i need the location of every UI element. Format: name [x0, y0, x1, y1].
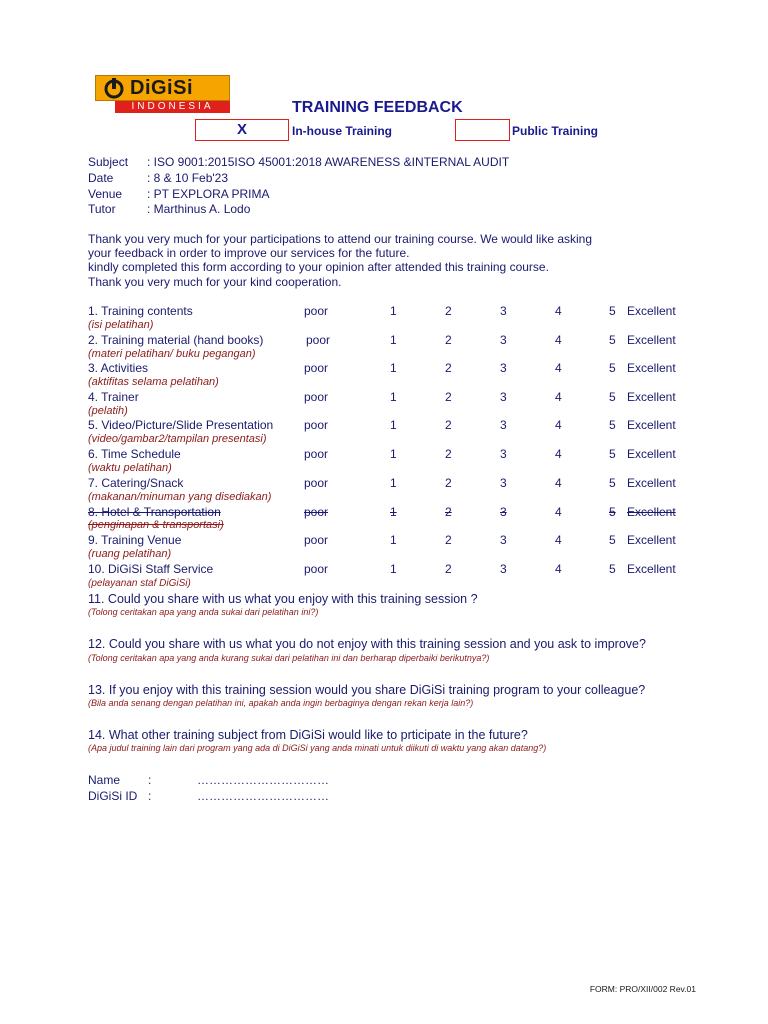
scale-5[interactable]: 5: [609, 533, 616, 547]
scale-poor[interactable]: poor: [304, 361, 329, 375]
intro-line: your feedback in order to improve our services for the future.: [88, 246, 410, 261]
scale-excellent[interactable]: Excellent: [627, 361, 676, 375]
scale-excellent[interactable]: Excellent: [627, 304, 676, 318]
scale-4[interactable]: 4: [555, 447, 562, 461]
scale-3[interactable]: 3: [500, 418, 507, 432]
scale-2[interactable]: 2: [445, 476, 452, 490]
scale-poor[interactable]: poor: [304, 533, 329, 547]
name-field[interactable]: ……………………………: [197, 773, 329, 787]
intro-line: Thank you very much for your participations to attend our training course. We would like asking: [88, 232, 593, 246]
rating-question: 4. Trainer: [88, 390, 139, 404]
scale-excellent[interactable]: Excellent: [627, 562, 676, 576]
scale-3: 3: [500, 505, 507, 519]
rating-question: 9. Training Venue: [88, 533, 182, 547]
scale-2: 2: [445, 505, 452, 519]
scale-5[interactable]: 5: [609, 361, 616, 375]
scale-2[interactable]: 2: [445, 333, 452, 347]
scale-poor[interactable]: poor: [304, 390, 329, 404]
logo-top-band: [95, 75, 230, 101]
inhouse-checkbox[interactable]: X: [195, 119, 289, 141]
public-checkbox[interactable]: [455, 119, 510, 141]
rating-translation: (pelatih): [88, 405, 128, 417]
scale-5: 5: [609, 505, 616, 519]
scale-poor[interactable]: poor: [304, 447, 329, 461]
open-question: 11. Could you share with us what you enjoy with this training session ?: [88, 592, 478, 606]
scale-excellent: Excellent: [627, 505, 676, 519]
rating-translation: (aktifitas selama pelatihan): [88, 376, 219, 388]
scale-1[interactable]: 1: [390, 476, 397, 490]
scale-1[interactable]: 1: [390, 361, 397, 375]
venue-label: Venue: [88, 187, 123, 201]
intro-line: kindly completed this form according to your opinion after attended this training course.: [88, 260, 549, 275]
scale-5[interactable]: 5: [609, 476, 616, 490]
scale-3[interactable]: 3: [500, 476, 507, 490]
scale-1: 1: [390, 505, 397, 519]
scale-5[interactable]: 5: [609, 304, 616, 318]
digisi-id-field[interactable]: ……………………………: [197, 789, 329, 803]
scale-poor[interactable]: poor: [304, 418, 329, 432]
scale-4[interactable]: 4: [555, 533, 562, 547]
scale-3[interactable]: 3: [500, 304, 507, 318]
rating-translation: (video/gambar2/tampilan presentasi): [88, 433, 267, 445]
open-question-translation: (Tolong ceritakan apa yang anda kurang sukai dari pelatihan ini dan berharap diperbaiki berikutnya?): [88, 653, 490, 663]
rating-question: 6. Time Schedule: [88, 447, 181, 461]
scale-5[interactable]: 5: [609, 562, 616, 576]
scale-poor[interactable]: poor: [304, 476, 329, 490]
open-question-translation: (Bila anda senang dengan pelatihan ini, apakah anda ingin berbaginya dengan rekan kerja lain?): [88, 698, 474, 708]
scale-3[interactable]: 3: [500, 447, 507, 461]
scale-2[interactable]: 2: [445, 418, 452, 432]
scale-1[interactable]: 1: [390, 533, 397, 547]
scale-3[interactable]: 3: [500, 533, 507, 547]
scale-1[interactable]: 1: [390, 304, 397, 318]
rating-translation: (isi pelatihan): [88, 319, 154, 331]
scale-excellent[interactable]: Excellent: [627, 533, 676, 547]
scale-3[interactable]: 3: [500, 562, 507, 576]
public-label: Public Training: [512, 124, 599, 138]
scale-3[interactable]: 3: [500, 333, 507, 347]
scale-3[interactable]: 3: [500, 361, 507, 375]
scale-5[interactable]: 5: [609, 390, 616, 404]
digisi-id-label: DiGiSi ID: [88, 789, 138, 803]
form-code: FORM: PRO/XII/002 Rev.01: [589, 984, 696, 994]
scale-poor: poor: [304, 505, 329, 519]
intro-paragraph: [88, 232, 668, 289]
scale-1[interactable]: 1: [390, 418, 397, 432]
scale-2[interactable]: 2: [445, 533, 452, 547]
rating-question: 7. Catering/Snack: [88, 476, 184, 490]
power-icon: [102, 78, 126, 99]
open-question: 14. What other training subject from DiGiSi would like to prticipate in the future?: [88, 728, 528, 742]
rating-question: 1. Training contents: [88, 304, 193, 318]
rating-translation: (makanan/minuman yang disediakan): [88, 491, 272, 503]
logo-brand: DiGiSi: [130, 77, 194, 99]
scale-4: 4: [555, 505, 562, 519]
rating-question: 3. Activities: [88, 361, 149, 375]
inhouse-label: In-house Training: [292, 124, 393, 138]
rating-translation: (materi pelatihan/ buku pegangan): [88, 348, 256, 360]
name-label: Name: [88, 773, 121, 787]
scale-poor[interactable]: poor: [306, 333, 331, 347]
scale-2[interactable]: 2: [445, 390, 452, 404]
rating-question: 2. Training material (hand books): [88, 333, 264, 347]
scale-excellent[interactable]: Excellent: [627, 390, 676, 404]
venue-value: : PT EXPLORA PRIMA: [147, 187, 270, 201]
rating-translation-struck: (penginapan & transportasi): [88, 519, 224, 531]
scale-1[interactable]: 1: [390, 390, 397, 404]
scale-excellent[interactable]: Excellent: [627, 476, 676, 490]
scale-poor[interactable]: poor: [304, 562, 329, 576]
scale-4[interactable]: 4: [555, 390, 562, 404]
scale-4[interactable]: 4: [555, 333, 562, 347]
scale-4[interactable]: 4: [555, 361, 562, 375]
rating-question: 5. Video/Picture/Slide Presentation: [88, 418, 274, 432]
intro-line: Thank you very much for your kind cooperation.: [88, 274, 342, 289]
scale-1[interactable]: 1: [390, 562, 397, 576]
scale-4[interactable]: 4: [555, 418, 562, 432]
logo-subtitle: INDONESIA: [115, 101, 230, 113]
subject-value: : ISO 9001:2015ISO 45001:2018 AWARENESS &INTERNAL AUDIT: [147, 155, 510, 169]
open-question-translation: (Tolong ceritakan apa yang anda sukai dari pelatihan ini?): [88, 607, 319, 617]
date-label: Date: [88, 171, 114, 185]
rating-question-struck: 8. Hotel & Transportation: [88, 505, 221, 519]
scale-5[interactable]: 5: [609, 333, 616, 347]
scale-excellent[interactable]: Excellent: [627, 418, 676, 432]
scale-1[interactable]: 1: [390, 333, 397, 347]
scale-2[interactable]: 2: [445, 562, 452, 576]
tutor-label: Tutor: [88, 202, 116, 216]
date-value: : 8 & 10 Feb'23: [147, 171, 229, 185]
scale-4[interactable]: 4: [555, 304, 562, 318]
scale-excellent[interactable]: Excellent: [627, 333, 676, 347]
scale-excellent[interactable]: Excellent: [627, 447, 676, 461]
open-question: 13. If you enjoy with this training session would you share DiGiSi training program to your colleague?: [88, 683, 646, 697]
page-title: TRAINING FEEDBACK: [292, 99, 463, 116]
scale-5[interactable]: 5: [609, 447, 616, 461]
rating-translation: (ruang pelatihan): [88, 548, 172, 560]
open-question: 12. Could you share with us what you do not enjoy with this training session and you ask to improve?: [88, 637, 646, 651]
scale-1[interactable]: 1: [390, 447, 397, 461]
scale-2[interactable]: 2: [445, 304, 452, 318]
scale-2[interactable]: 2: [445, 361, 452, 375]
name-colon: :: [148, 773, 152, 787]
scale-3[interactable]: 3: [500, 390, 507, 404]
open-question-translation: (Apa judul training lain dari program yang ada di DiGiSi yang anda minati untuk diikuti di waktu yang akan datang?): [88, 743, 547, 753]
scale-4[interactable]: 4: [555, 476, 562, 490]
scale-poor[interactable]: poor: [304, 304, 329, 318]
tutor-value: : Marthinus A. Lodo: [147, 202, 251, 216]
digisi-id-colon: :: [148, 789, 152, 803]
rating-translation: (waktu pelatihan): [88, 462, 172, 474]
scale-2[interactable]: 2: [445, 447, 452, 461]
scale-4[interactable]: 4: [555, 562, 562, 576]
scale-5[interactable]: 5: [609, 418, 616, 432]
subject-label: Subject: [88, 155, 129, 169]
rating-question: 10. DiGiSi Staff Service: [88, 562, 214, 576]
digisi-logo: [95, 75, 230, 113]
rating-translation: (pelayanan staf DiGiSi): [88, 578, 191, 589]
